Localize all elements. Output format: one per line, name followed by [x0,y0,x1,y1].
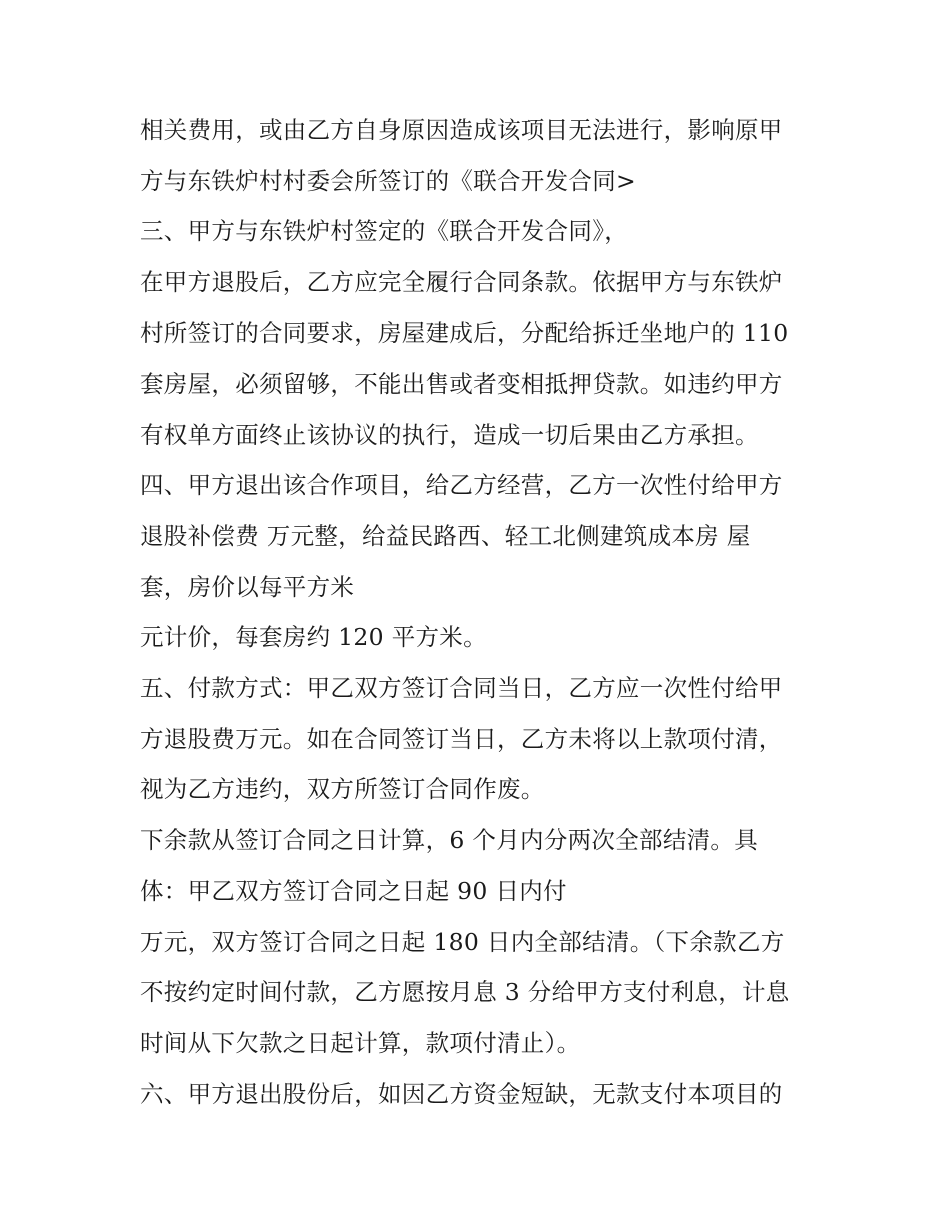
text-line-18: 不按约定时间付款，乙方愿按月息 3 分给甲方支付利息，计息 [140,978,790,1006]
text-line-10: 套，房价以每平方米 [140,573,355,601]
text-line-1: 相关费用，或由乙方自身原因造成该项目无法进行，影响原甲 [140,116,783,144]
text-line-4: 在甲方退股后，乙方应完全履行合同条款。依据甲方与东铁炉 [140,268,783,296]
text-line-16: 体：甲乙双方签订合同之日起 90 日内付 [140,877,567,905]
text-line-15: 下余款从签订合同之日计算，6 个月内分两次全部结清。具 [140,826,759,854]
text-line-13: 方退股费万元。如在合同签订当日，乙方未将以上款项付清， [140,725,783,753]
text-line-12: 五、付款方式：甲乙双方签订合同当日，乙方应一次性付给甲 [140,674,783,702]
text-line-5: 村所签订的合同要求，房屋建成后，分配给拆迁坐地户的 110 [140,319,789,347]
text-line-6: 套房屋，必须留够，不能出售或者变相抵押贷款。如违约甲方 [140,370,783,398]
text-line-17: 万元，双方签订合同之日起 180 日内全部结清。（下余款乙方 [140,928,785,956]
text-line-7: 有权单方面终止该协议的执行，造成一切后果由乙方承担。 [140,421,759,449]
text-line-11: 元计价，每套房约 120 平方米。 [140,623,487,651]
text-line-19: 时间从下欠款之日起计算，款项付清止）。 [140,1029,581,1057]
text-line-20: 六、甲方退出股份后，如因乙方资金短缺，无款支付本项目的 [140,1080,783,1108]
text-line-9: 退股补偿费 万元整，给益民路西、轻工北侧建筑成本房 屋 [140,522,751,550]
text-line-8: 四、甲方退出该合作项目，给乙方经营，乙方一次性付给甲方 [140,471,783,499]
text-line-2: 方与东铁炉村村委会所签订的《联合开发合同> [140,167,636,195]
text-line-3: 三、甲方与东铁炉村签定的《联合开发合同》， [140,217,629,245]
text-line-14: 视为乙方违约，双方所签订合同作废。 [140,775,545,803]
